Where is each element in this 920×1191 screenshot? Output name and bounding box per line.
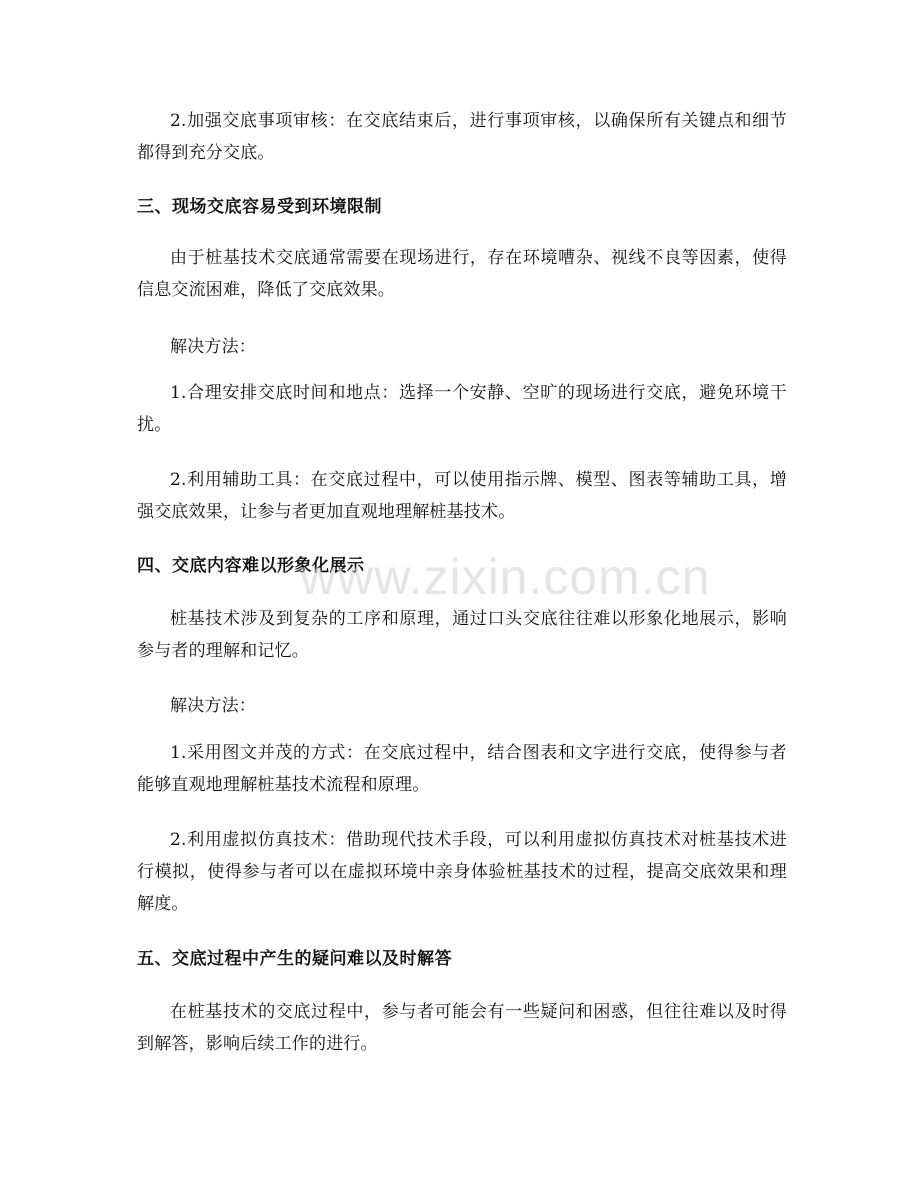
paragraph-review-items: 2.加强交底事项审核：在交底结束后，进行事项审核，以确保所有关键点和细节都得到充分交底。 (137, 111, 787, 163)
paragraph-solution-label-2: 解决方法： (170, 696, 256, 716)
paragraph-solution-label: 解决方法： (170, 337, 256, 357)
heading-section-5: 五、交底过程中产生的疑问难以及时解答 (137, 949, 452, 969)
paragraph-site-environment: 由于桩基技术交底通常需要在现场进行，存在环境嘈杂、视线不良等因素，使得信息交流困难，降低了交底效果。 (137, 248, 787, 300)
paragraph-visualization-problem: 桩基技术涉及到复杂的工序和原理，通过口头交底往往难以形象化地展示，影响参与者的理解和记忆。 (137, 609, 787, 661)
paragraph-text-and-graphics: 1.采用图文并茂的方式：在交底过程中，结合图表和文字进行交底，使得参与者能够直观地理解桩基技术流程和原理。 (137, 743, 787, 795)
heading-section-4: 四、交底内容难以形象化展示 (137, 556, 365, 576)
paragraph-auxiliary-tools: 2.利用辅助工具：在交底过程中，可以使用指示牌、模型、图表等辅助工具，增强交底效果，让参与者更加直观地理解桩基技术。 (137, 470, 787, 522)
paragraph-questions-answers: 在桩基技术的交底过程中，参与者可能会有一些疑问和困惑，但往往难以及时得到解答，影响后续工作的进行。 (137, 1002, 787, 1054)
paragraph-virtual-simulation: 2.利用虚拟仿真技术：借助现代技术手段，可以利用虚拟仿真技术对桩基技术进行模拟，使得参与者可以在虚拟环境中亲身体验桩基技术的过程，提高交底效果和理解度。 (137, 830, 787, 914)
heading-section-3: 三、现场交底容易受到环境限制 (137, 197, 382, 217)
watermark-text: www.zixin.com.cn (300, 549, 711, 605)
paragraph-arrange-time-place: 1.合理安排交底时间和地点：选择一个安静、空旷的现场进行交底，避免环境干扰。 (137, 383, 787, 435)
